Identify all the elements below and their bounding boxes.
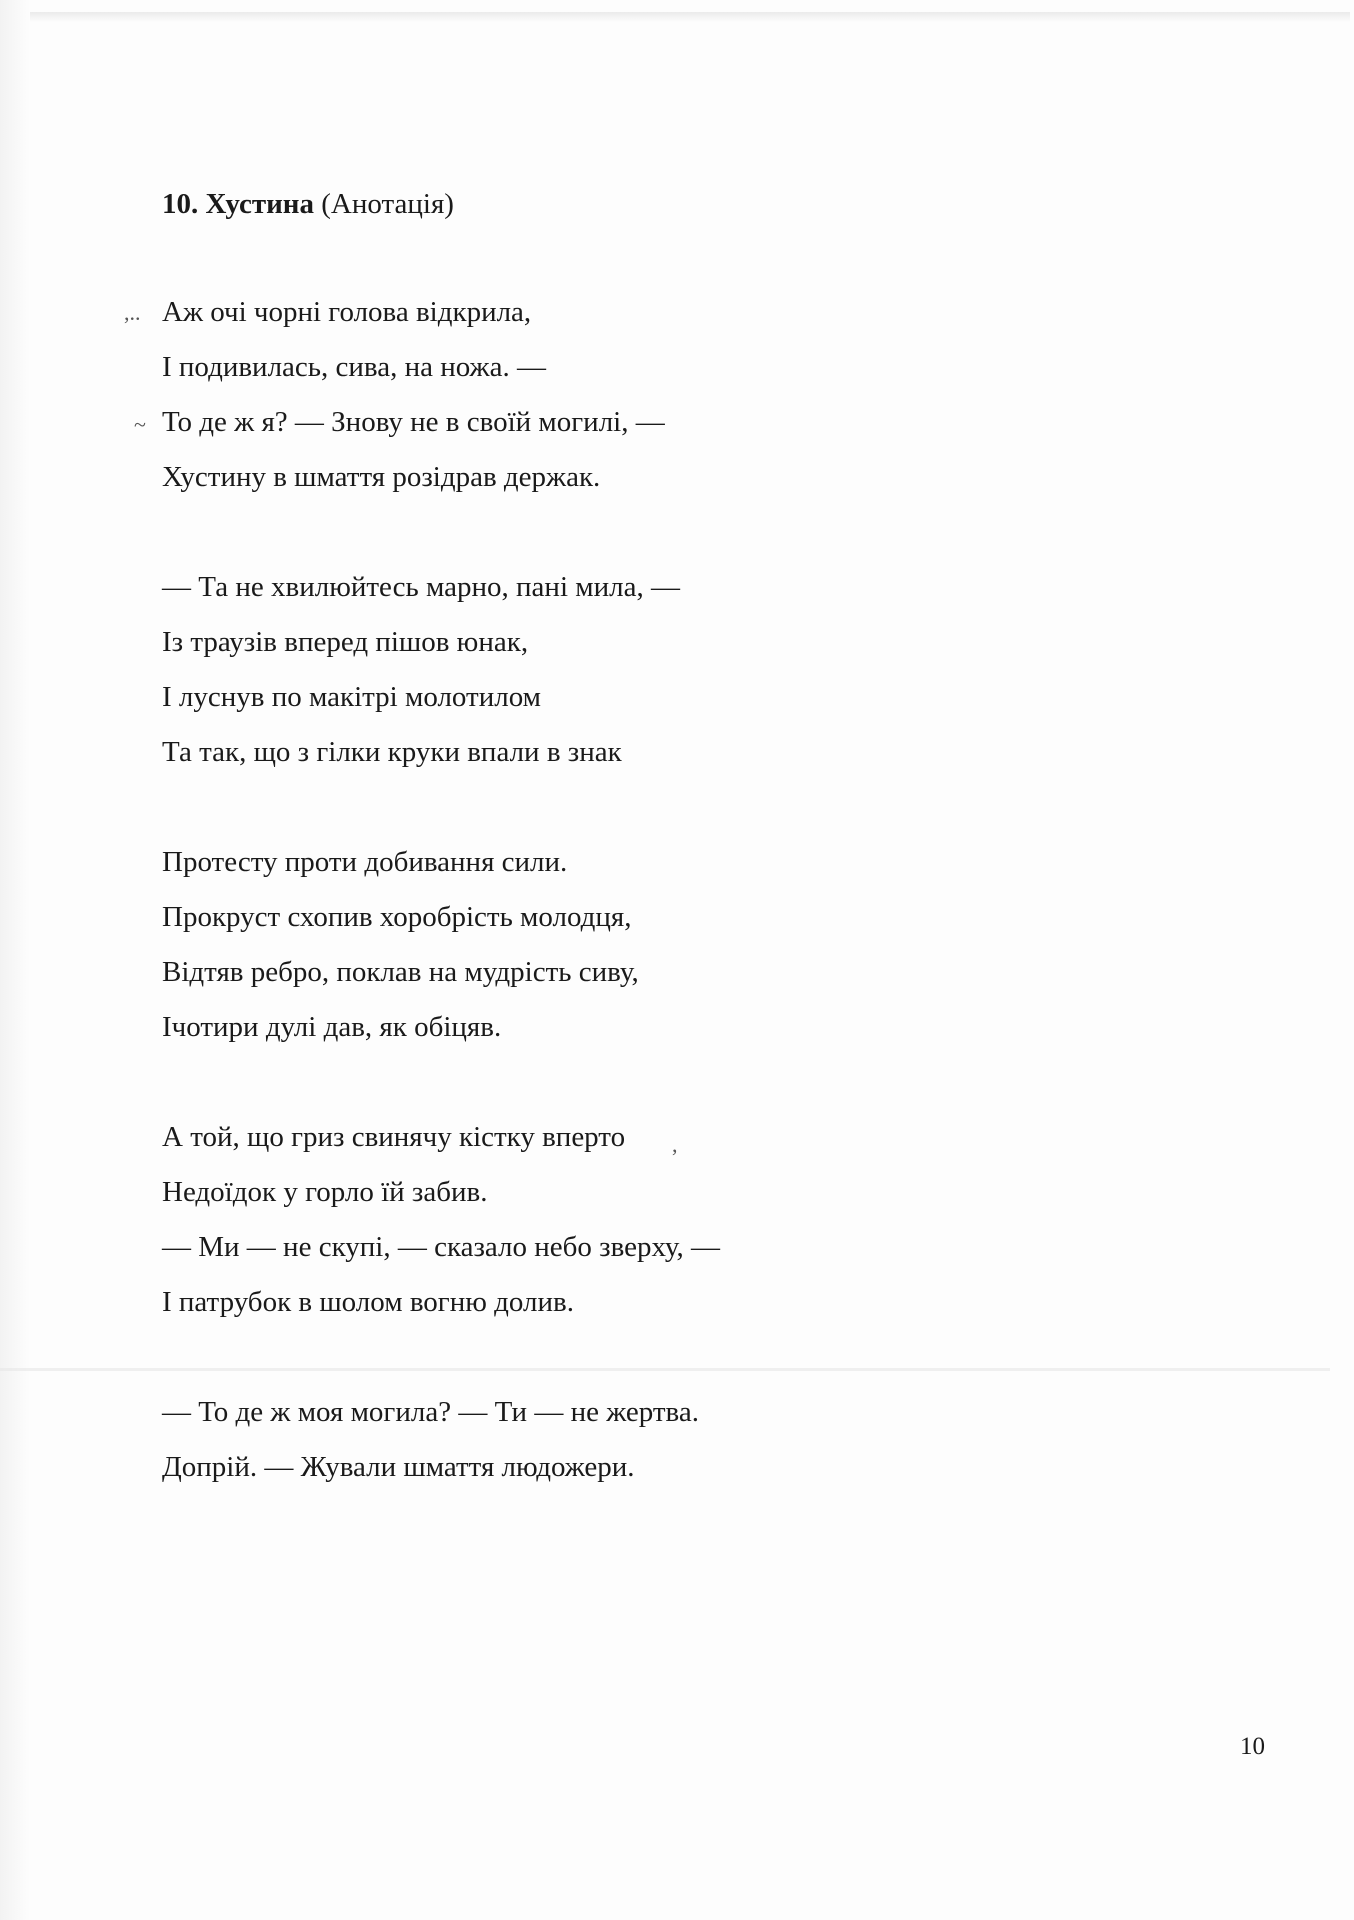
scan-shadow-left xyxy=(0,0,30,1920)
poem-line: — То де ж моя могила? — Ти — не жертва. xyxy=(162,1396,699,1428)
poem-line: Протесту проти добивання сили. xyxy=(162,846,568,878)
poem-line: — Ми — не скупі, — сказало небо зверху, — xyxy=(162,1231,721,1263)
margin-comma-mark: , xyxy=(672,1132,678,1157)
poem-line: І луснув по макітрі молотилом xyxy=(162,681,542,713)
poem-line: Відтяв ребро, поклав на мудрість сиву, xyxy=(162,956,639,988)
poem-number: 10. xyxy=(162,188,199,220)
poem-name: Хустина xyxy=(205,188,314,220)
poem-subtitle: (Анотація) xyxy=(321,188,454,220)
poem-line: Та так, що з гілки круки впали в знак xyxy=(162,736,622,768)
page-number: 10 xyxy=(1240,1733,1265,1760)
scan-fold-line xyxy=(0,1368,1330,1371)
poem-line: Недоїдок у горло їй забив. xyxy=(162,1176,488,1208)
margin-dots-mark: ,.. xyxy=(124,300,141,325)
poem-line: Допрій. — Жували шмаття людожери. xyxy=(162,1451,635,1483)
scan-shadow-top xyxy=(30,12,1350,22)
poem-line: А той, що гриз свинячу кістку вперто xyxy=(162,1121,626,1153)
margin-dash-mark: ~ xyxy=(134,412,146,437)
poem-line: Прокруст схопив хоробрість молодця, xyxy=(162,901,632,933)
poem-line: І подивилась, сива, на ножа. — xyxy=(162,351,546,383)
poem-line: Хустину в шмаття розідрав держак. xyxy=(162,461,601,493)
poem-line: Із траузів вперед пішов юнак, xyxy=(162,626,529,658)
poem-line: Ічотири дулі дав, як обіцяв. xyxy=(162,1011,502,1043)
poem-line: І патрубок в шолом вогню долив. xyxy=(162,1286,574,1318)
poem-title xyxy=(162,184,454,224)
poem-line: То де ж я? — Знову не в своїй могилі, — xyxy=(162,406,665,438)
poem-line: — Та не хвилюйтесь марно, пані мила, — xyxy=(162,571,680,603)
poem-line: Аж очі чорні голова відкрила, xyxy=(162,296,532,328)
